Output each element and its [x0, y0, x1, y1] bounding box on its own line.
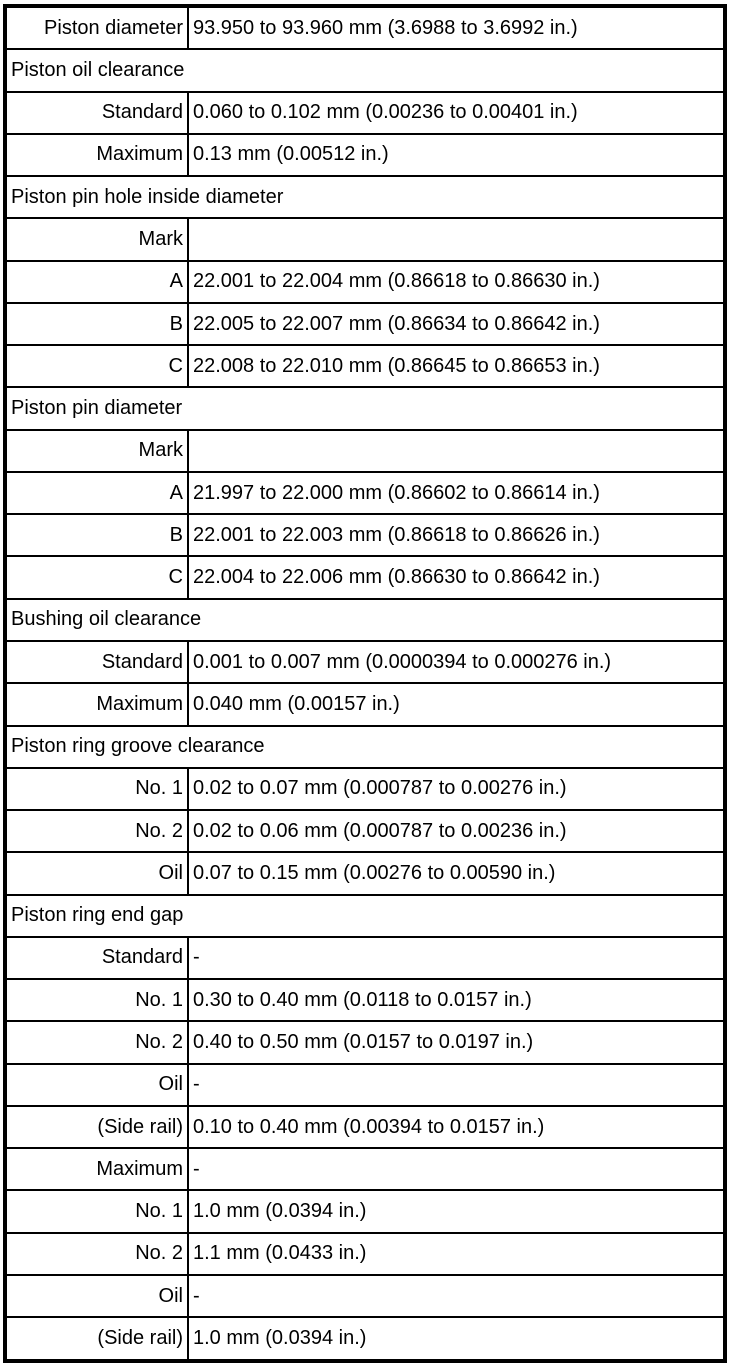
spec-label: B — [5, 303, 188, 345]
spec-row — [5, 1148, 725, 1190]
section-row — [5, 176, 725, 218]
section-heading: Piston oil clearance — [5, 49, 725, 91]
spec-label: (Side rail) — [5, 1106, 188, 1148]
spec-row — [5, 937, 725, 979]
spec-value: 1.0 mm (0.0394 in.) — [188, 1317, 725, 1361]
spec-label: No. 2 — [5, 810, 188, 852]
spec-value: 0.40 to 0.50 mm (0.0157 to 0.0197 in.) — [188, 1021, 725, 1063]
spec-value: 21.997 to 22.000 mm (0.86602 to 0.86614 in.) — [188, 472, 725, 514]
section-row — [5, 49, 725, 91]
spec-row — [5, 1064, 725, 1106]
spec-row — [5, 1190, 725, 1232]
spec-label: Oil — [5, 1064, 188, 1106]
spec-value: 0.02 to 0.06 mm (0.000787 to 0.00236 in.) — [188, 810, 725, 852]
spec-value: - — [188, 1148, 725, 1190]
spec-label: A — [5, 261, 188, 303]
spec-value: 93.950 to 93.960 mm (3.6988 to 3.6992 in.) — [188, 6, 725, 49]
spec-value: 0.02 to 0.07 mm (0.000787 to 0.00276 in.) — [188, 768, 725, 810]
spec-value: 22.004 to 22.006 mm (0.86630 to 0.86642 in.) — [188, 556, 725, 598]
section-heading: Piston ring groove clearance — [5, 726, 725, 768]
spec-value: 0.13 mm (0.00512 in.) — [188, 134, 725, 176]
specification-table — [3, 4, 727, 1363]
spec-label: Maximum — [5, 1148, 188, 1190]
spec-row — [5, 134, 725, 176]
spec-label: Standard — [5, 92, 188, 134]
spec-row — [5, 430, 725, 472]
spec-label: Standard — [5, 937, 188, 979]
spec-label: No. 1 — [5, 979, 188, 1021]
spec-row — [5, 1233, 725, 1275]
spec-row — [5, 683, 725, 725]
spec-row — [5, 1021, 725, 1063]
spec-value: 22.001 to 22.003 mm (0.86618 to 0.86626 in.) — [188, 514, 725, 556]
section-row — [5, 895, 725, 937]
section-row — [5, 726, 725, 768]
spec-value: - — [188, 1064, 725, 1106]
spec-label: A — [5, 472, 188, 514]
spec-label: Maximum — [5, 683, 188, 725]
spec-value: 22.001 to 22.004 mm (0.86618 to 0.86630 in.) — [188, 261, 725, 303]
spec-value: 22.008 to 22.010 mm (0.86645 to 0.86653 in.) — [188, 345, 725, 387]
spec-value: - — [188, 937, 725, 979]
spec-label: Mark — [5, 430, 188, 472]
spec-table-body — [5, 6, 725, 1361]
spec-value: - — [188, 1275, 725, 1317]
spec-value: 0.10 to 0.40 mm (0.00394 to 0.0157 in.) — [188, 1106, 725, 1148]
spec-row — [5, 6, 725, 49]
spec-value: 0.001 to 0.007 mm (0.0000394 to 0.000276 in.) — [188, 641, 725, 683]
section-row — [5, 387, 725, 429]
spec-label: Piston diameter — [5, 6, 188, 49]
spec-row — [5, 92, 725, 134]
section-row — [5, 599, 725, 641]
spec-row — [5, 218, 725, 260]
spec-label: No. 1 — [5, 1190, 188, 1232]
spec-label: C — [5, 556, 188, 598]
spec-label: Oil — [5, 1275, 188, 1317]
spec-value: 1.0 mm (0.0394 in.) — [188, 1190, 725, 1232]
spec-row — [5, 261, 725, 303]
spec-row — [5, 1106, 725, 1148]
spec-label: No. 1 — [5, 768, 188, 810]
spec-value: 0.07 to 0.15 mm (0.00276 to 0.00590 in.) — [188, 852, 725, 894]
spec-row — [5, 345, 725, 387]
spec-value: 1.1 mm (0.0433 in.) — [188, 1233, 725, 1275]
spec-row — [5, 1275, 725, 1317]
section-heading: Piston pin diameter — [5, 387, 725, 429]
spec-row — [5, 979, 725, 1021]
spec-label: Maximum — [5, 134, 188, 176]
spec-row — [5, 768, 725, 810]
spec-row — [5, 514, 725, 556]
spec-value: 0.040 mm (0.00157 in.) — [188, 683, 725, 725]
spec-value: 22.005 to 22.007 mm (0.86634 to 0.86642 in.) — [188, 303, 725, 345]
spec-label: C — [5, 345, 188, 387]
spec-label: Mark — [5, 218, 188, 260]
spec-value: 0.060 to 0.102 mm (0.00236 to 0.00401 in.) — [188, 92, 725, 134]
spec-row — [5, 303, 725, 345]
spec-value: 0.30 to 0.40 mm (0.0118 to 0.0157 in.) — [188, 979, 725, 1021]
spec-row — [5, 1317, 725, 1361]
spec-label: (Side rail) — [5, 1317, 188, 1361]
spec-label: No. 2 — [5, 1021, 188, 1063]
spec-row — [5, 556, 725, 598]
spec-value — [188, 218, 725, 260]
spec-row — [5, 472, 725, 514]
spec-label: B — [5, 514, 188, 556]
spec-label: No. 2 — [5, 1233, 188, 1275]
spec-value — [188, 430, 725, 472]
section-heading: Piston ring end gap — [5, 895, 725, 937]
section-heading: Bushing oil clearance — [5, 599, 725, 641]
spec-label: Standard — [5, 641, 188, 683]
section-heading: Piston pin hole inside diameter — [5, 176, 725, 218]
spec-label: Oil — [5, 852, 188, 894]
spec-row — [5, 852, 725, 894]
spec-row — [5, 810, 725, 852]
spec-row — [5, 641, 725, 683]
